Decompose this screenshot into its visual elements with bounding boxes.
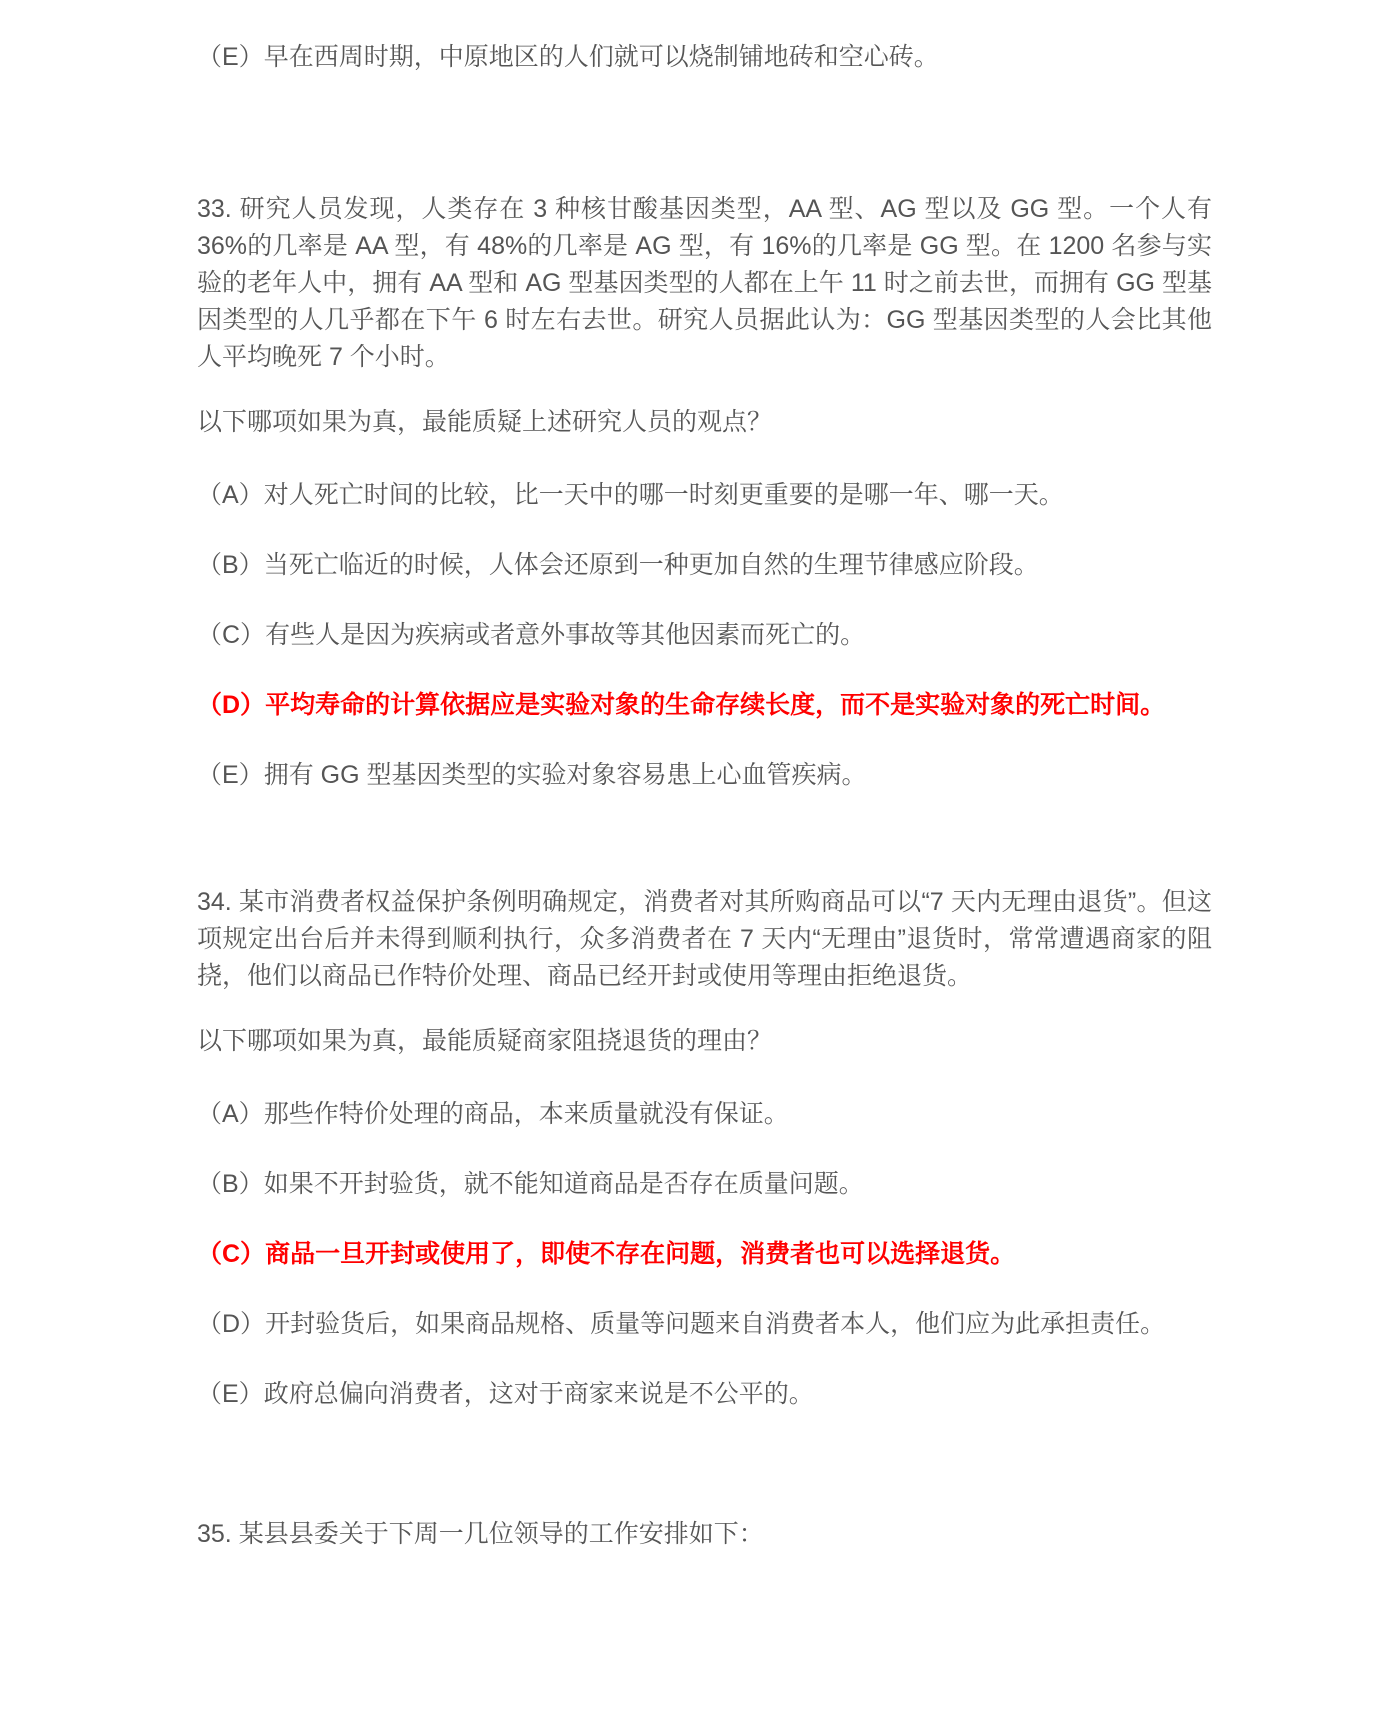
option-34-E-label: （E） [197, 1380, 264, 1408]
option-33-D-answer-highlighted [197, 687, 1212, 724]
question-33-options [197, 477, 1212, 794]
option-34-A [197, 1096, 1212, 1133]
option-33-A-label: （A） [197, 481, 264, 509]
option-34-B-text: 如果不开封验货，就不能知道商品是否存在质量问题。 [263, 1170, 864, 1198]
question-33-stem: 33. 研究人员发现，人类存在 3 种核甘酸基因类型，AA 型、AG 型以及 GG 型。一个人有 36%的几率是 AA 型，有 48%的几率是 AG 型，有 16%的几率是 GG 型。在 1200 名参与实验的老年人中，拥有 AA 型和 AG 型基因类型的人都在上午 11 时之前去世，而拥有 GG 型基因类型的人几乎都在下午 6 时左右去世。研究人员据此认为：GG 型基因类型的人会比其他人平均晚死 7 个小时。 [197, 195, 1212, 371]
option-33-E-label: （E） [197, 761, 264, 789]
option-34-C-label: （C） [197, 1240, 266, 1268]
option-34-D-text: 开封验货后，如果商品规格、质量等问题来自消费者本人，他们应为此承担责任。 [265, 1310, 1166, 1338]
option-34-B-label: （B） [197, 1170, 264, 1198]
question-33-prompt: 以下哪项如果为真，最能质疑上述研究人员的观点？ [197, 408, 773, 436]
option-34-D-label: （D） [197, 1310, 266, 1338]
option-34-E-text: 政府总偏向消费者，这对于商家来说是不公平的。 [263, 1380, 814, 1408]
option-34-C-answer-highlighted [197, 1236, 1212, 1273]
question-34-options [197, 1096, 1212, 1413]
option-33-E-text: 拥有 GG 型基因类型的实验对象容易患上心血管疾病。 [263, 761, 867, 789]
option-32-E-label: （E） [197, 43, 264, 71]
option-33-C-text: 有些人是因为疾病或者意外事故等其他因素而死亡的。 [265, 621, 866, 649]
option-32-E-text: 早在西周时期，中原地区的人们就可以烧制铺地砖和空心砖。 [263, 43, 939, 71]
option-33-A-text: 对人死亡时间的比较，比一天中的哪一时刻更重要的是哪一年、哪一天。 [263, 481, 1064, 509]
option-34-A-text: 那些作特价处理的商品，本来质量就没有保证。 [263, 1100, 789, 1128]
option-33-D-label: （D） [197, 691, 266, 719]
question-34-stem: 34. 某市消费者权益保护条例明确规定，消费者对其所购商品可以“7 天内无理由退货”。但这项规定出台后并未得到顺利执行，众多消费者在 7 天内“无理由”退货时，常常遭遇商家的阻挠，他们以商品已作特价处理、商品已经开封或使用等理由拒绝退货。 [197, 888, 1212, 990]
option-33-B [197, 547, 1212, 584]
option-33-E [197, 757, 1212, 794]
option-34-C-text: 商品一旦开封或使用了，即使不存在问题，消费者也可以选择退货。 [265, 1240, 1016, 1268]
option-33-D-text: 平均寿命的计算依据应是实验对象的生命存续长度，而不是实验对象的死亡时间。 [265, 691, 1166, 719]
option-33-A [197, 477, 1212, 514]
question-34-prompt: 以下哪项如果为真，最能质疑商家阻挠退货的理由？ [197, 1027, 773, 1055]
option-33-B-label: （B） [197, 551, 264, 579]
option-34-D [197, 1306, 1212, 1343]
option-33-C-label: （C） [197, 621, 266, 649]
option-34-E [197, 1376, 1212, 1413]
option-33-B-text: 当死亡临近的时候，人体会还原到一种更加自然的生理节律感应阶段。 [263, 551, 1039, 579]
option-33-C [197, 617, 1212, 654]
option-34-A-label: （A） [197, 1100, 264, 1128]
option-34-B [197, 1166, 1212, 1203]
option-32-E [197, 39, 1212, 76]
question-35-stem: 35. 某县县委关于下周一几位领导的工作安排如下： [197, 1520, 764, 1548]
